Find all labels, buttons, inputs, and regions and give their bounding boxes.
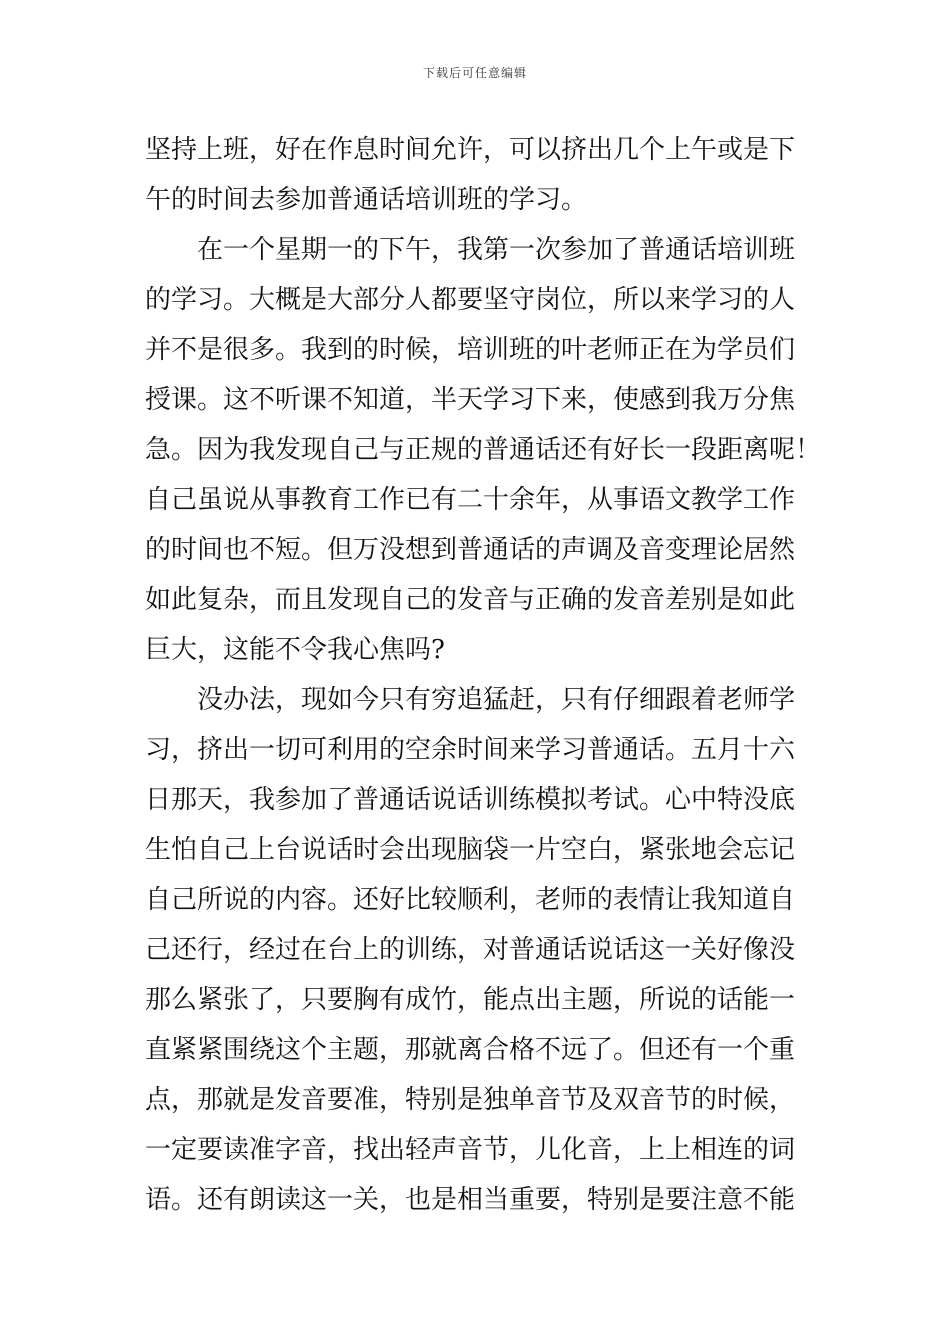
- text-line: 巨大，这能不令我心焦吗?: [145, 635, 445, 665]
- text-line: 没办法，现如今只有穷追猛赶，只有仔细跟着老师学: [197, 685, 796, 715]
- text-line: 如此复杂，而且发现自己的发音与正确的发音差别是如此: [145, 585, 796, 615]
- text-line: 己还行，经过在台上的训练，对普通话说话这一关好像没: [145, 935, 796, 965]
- page-header: 下载后可任意编辑: [422, 66, 527, 80]
- text-line: 日那天，我参加了普通话说话训练模拟考试。心中特没底: [145, 785, 796, 815]
- paragraph: [145, 225, 822, 675]
- text-line: 并不是很多。我到的时候，培训班的叶老师正在为学员们: [145, 335, 796, 365]
- document-body: [145, 125, 822, 1225]
- paragraph: [145, 675, 807, 1225]
- text-line: 直紧紧围绕这个主题，那就离合格不远了。但还有一个重: [145, 1035, 796, 1065]
- paragraph: [145, 125, 807, 225]
- text-line: 坚持上班，好在作息时间允许，可以挤出几个上午或是下: [145, 135, 796, 165]
- text-line: 一定要读准字音，找出轻声音节，儿化音，上上相连的词: [145, 1135, 796, 1165]
- text-line: 午的时间去参加普通话培训班的学习。: [145, 185, 588, 215]
- text-line: 自己所说的内容。还好比较顺利，老师的表情让我知道自: [145, 885, 796, 915]
- text-line: 自己虽说从事教育工作已有二十余年，从事语文教学工作: [145, 485, 796, 515]
- text-line: 语。还有朗读这一关，也是相当重要，特别是要注意不能: [145, 1185, 796, 1215]
- text-line: 那么紧张了，只要胸有成竹，能点出主题，所说的话能一: [145, 985, 796, 1015]
- text-line: 习，挤出一切可利用的空余时间来学习普通话。五月十六: [145, 735, 796, 765]
- text-line: 急。因为我发现自己与正规的普通话还有好长一段距离呢！: [145, 435, 822, 465]
- text-line: 生怕自己上台说话时会出现脑袋一片空白，紧张地会忘记: [145, 835, 796, 865]
- text-line: 点，那就是发音要准，特别是独单音节及双音节的时候，: [145, 1085, 796, 1115]
- text-line: 授课。这不听课不知道，半天学习下来，使感到我万分焦: [145, 385, 796, 415]
- text-line: 的学习。大概是大部分人都要坚守岗位，所以来学习的人: [145, 285, 796, 315]
- text-line: 的时间也不短。但万没想到普通话的声调及音变理论居然: [145, 535, 796, 565]
- text-line: 在一个星期一的下午，我第一次参加了普通话培训班: [197, 235, 796, 265]
